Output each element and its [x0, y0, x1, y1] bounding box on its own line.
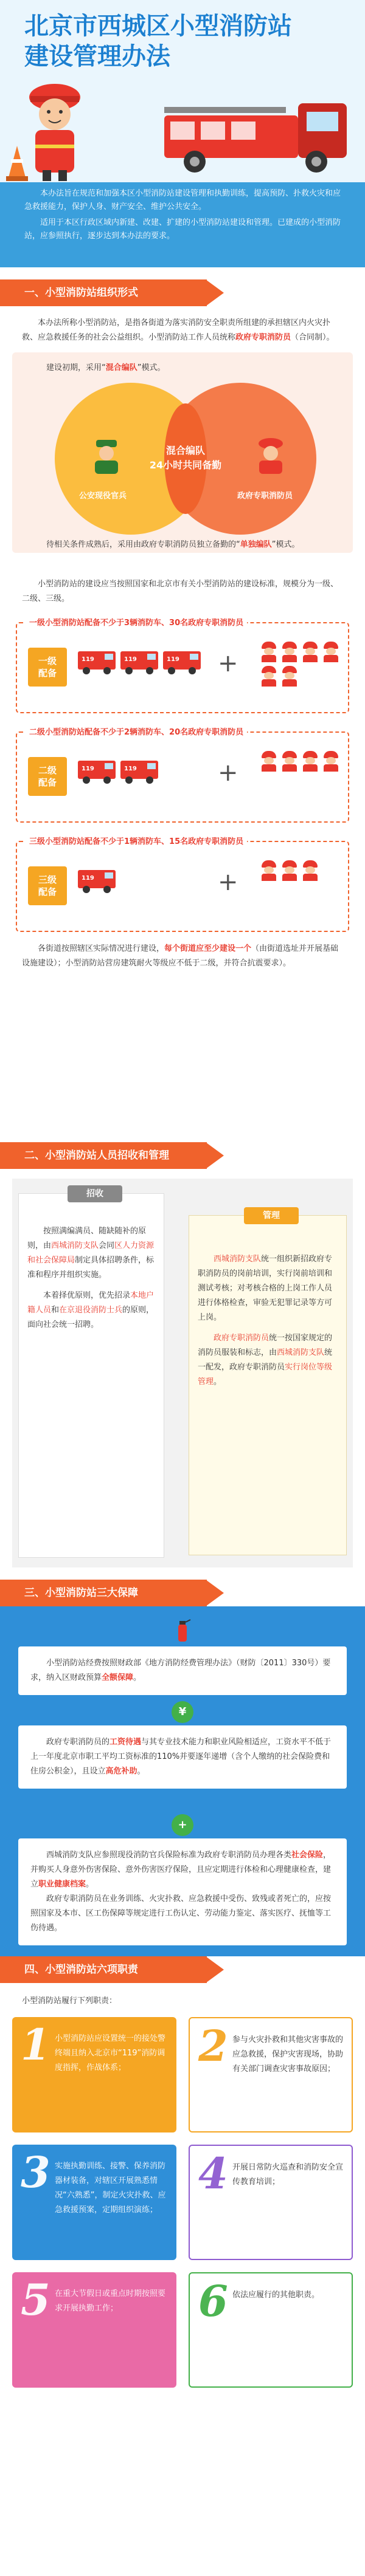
recruit-box	[18, 1189, 164, 1558]
badge-line: 配备	[38, 886, 57, 897]
badge-line: 配备	[38, 777, 57, 788]
text-span: 政府专职消防员的	[46, 1738, 110, 1747]
firefighter-icon	[260, 666, 277, 687]
truck-number: 119	[82, 656, 94, 663]
highlight-text: 全额保障	[102, 1673, 134, 1682]
section-header	[0, 1142, 365, 1169]
manage-box	[189, 1211, 347, 1555]
duty-number: 2	[198, 2021, 228, 2071]
duty-card	[189, 2272, 353, 2388]
duty-card	[189, 2017, 353, 2132]
text-span: 的原则，面向社会统一招聘。	[27, 1306, 155, 1329]
firefighter-group	[260, 751, 346, 772]
header-tail	[207, 1956, 365, 1983]
header-tail	[207, 1580, 365, 1606]
duties-lead: 小型消防站履行下列职责：	[22, 1996, 117, 2006]
section-duties	[0, 1956, 365, 2576]
recruit-paragraph	[27, 1289, 155, 1332]
title-line-2: 建设管理办法	[24, 43, 170, 70]
badge-line: 二级	[38, 765, 57, 776]
construction-note	[22, 942, 343, 971]
traffic-cone-icon	[5, 145, 29, 181]
text-span: 。	[137, 1767, 145, 1776]
section-header	[0, 1580, 365, 1606]
firefighter-icon	[260, 642, 277, 662]
truck-group	[78, 648, 201, 676]
text-span: 西城消防支队应参照现役消防官兵保险标准为政府专职消防员办理各类	[46, 1851, 292, 1860]
section-title: 二、小型消防站人员招收和管理	[24, 1149, 169, 1162]
fire-truck-icon	[78, 648, 116, 676]
duty-text: 开展日常防火巡查和消防安全宣传教育培训；	[232, 2163, 344, 2187]
firefighter-icon	[302, 751, 319, 772]
duty-number: 3	[21, 2147, 50, 2197]
section-personnel	[0, 1142, 365, 1580]
intro-paragraph: 适用于本区行政区域内新建、改建、扩建的小型消防站建设和管理。已建成的小型消防站，应参照执行，逐步达到本办法的要求。	[24, 218, 341, 241]
firefighter-icon	[260, 860, 277, 881]
plus-icon: +	[218, 868, 238, 896]
firefighter-group	[260, 860, 346, 881]
grade-badge	[28, 648, 67, 687]
text-span: 会同	[99, 1241, 115, 1250]
text-span: 。	[133, 1673, 142, 1682]
fire-truck-icon	[78, 866, 116, 894]
truck-number: 119	[82, 766, 94, 772]
firefighter-icon	[281, 751, 298, 772]
firefighter-icon	[281, 666, 298, 687]
duty-number: 6	[198, 2276, 228, 2326]
badge-line: 配备	[38, 668, 57, 679]
text-span: 小型消防站经费按照财政部《地方消防经费管理办法》（财防〔2011〕330号）要求，纳入区财政预算	[30, 1659, 331, 1682]
fire-truck-icon	[163, 648, 201, 676]
fire-extinguisher-icon	[173, 1619, 192, 1643]
duty-card	[189, 2145, 353, 2260]
text-span: 。	[86, 1880, 94, 1889]
plus-icon: +	[218, 759, 238, 787]
insurance-paragraph	[30, 1848, 335, 1892]
badge-line: 三级	[38, 874, 57, 885]
fire-truck-icon	[78, 757, 116, 785]
grade-caption: 一级小型消防站配备不少于3辆消防车、30名政府专职消防员	[26, 616, 247, 628]
guarantee-card	[18, 1838, 347, 1945]
text-span: 统一配发，政府专职消防员	[198, 1348, 333, 1372]
highlight-text: 实行岗位等级管理	[198, 1363, 333, 1386]
text-span: 待相关条件成熟后，采用由政府专职消防员独立备勤的“	[46, 540, 240, 549]
firefighter-icon	[255, 437, 286, 474]
duty-card	[12, 2272, 176, 2388]
highlight-text: 高危补助	[105, 1767, 137, 1776]
funding-paragraph	[30, 1656, 335, 1685]
badge-line: 一级	[38, 656, 57, 666]
firefighter-icon	[302, 642, 319, 662]
firefighter-mascot-icon	[18, 73, 91, 182]
section-header	[0, 279, 365, 306]
duty-number: 4	[198, 2148, 228, 2199]
grade-box	[16, 837, 349, 932]
guarantee-card	[18, 1725, 347, 1789]
duty-text: 依法应履行的其他职责。	[232, 2290, 320, 2300]
fire-truck-icon	[120, 757, 158, 785]
grade-badge	[28, 866, 67, 905]
text-span: （合同制）。	[291, 333, 335, 342]
truck-number: 119	[124, 766, 137, 772]
salary-paragraph	[30, 1735, 335, 1779]
highlight-text: 政府专职消防员	[214, 1334, 269, 1343]
highlight-text: 职业健康档案	[38, 1880, 86, 1889]
venn-right-label: 政府专职消防员	[237, 492, 293, 501]
highlight-text: 西城消防支队	[277, 1348, 325, 1357]
manage-paragraph	[198, 1331, 338, 1389]
venn-center-label: 混合编队	[165, 445, 205, 456]
duty-card	[12, 2145, 176, 2260]
truck-group	[78, 757, 158, 785]
title-line-1: 北京市西城区小型消防站	[24, 12, 292, 40]
grade-badge	[28, 757, 67, 796]
highlight-text: 混合编队	[105, 363, 137, 372]
truck-number: 119	[124, 656, 137, 663]
duty-text: 实施执勤训练、接警、保养消防器材装备，对辖区开展熟悉情况“六熟悉”，制定火灾扑救、应急救援预案，定期组织演练；	[55, 2162, 166, 2215]
hero-banner	[0, 0, 365, 267]
venn-top-text	[46, 361, 165, 372]
guarantee-card	[18, 1646, 347, 1695]
highlight-text: 单独编队	[240, 540, 272, 549]
truck-group	[78, 866, 116, 894]
text-span: 统一组织新招政府专职消防员的岗前培训，实行岗前培训和测试考核；对考核合格的上岗工作人员进行体格检查，审验无犯罪记录等方可上岗。	[198, 1255, 333, 1322]
section-title: 三、小型消防站三大保障	[24, 1587, 138, 1599]
venn-center-text	[149, 444, 222, 473]
grade-caption: 三级小型消防站配备不少于1辆消防车、15名政府专职消防员	[26, 835, 247, 846]
manage-text	[198, 1252, 338, 1389]
text-span: 本着择优原则，优先招录	[43, 1291, 131, 1300]
firefighter-icon	[260, 751, 277, 772]
text-span: （由街道选址并开展基础设施建设）；小型消防站营房建筑耐火等级应不低于二级，并符合抗震要求）。	[22, 944, 339, 968]
plus-icon: +	[218, 649, 238, 677]
highlight-text: 西城消防支队	[51, 1241, 99, 1250]
scale-paragraph: 小型消防站的建设应当按照国家和北京市有关小型消防站的建设标准，规模分为一级、二级、三级。	[22, 580, 339, 603]
firefighter-icon	[322, 751, 339, 772]
duty-number: 5	[21, 2275, 50, 2325]
grade-caption: 二级小型消防站配备不少于2辆消防车、20名政府专职消防员	[26, 725, 247, 737]
grade-box	[16, 728, 349, 823]
venn-bottom-text	[46, 538, 332, 552]
text-span: 按照满编满员、随缺随补的原则，由	[27, 1227, 147, 1250]
intro-paragraph: 本办法旨在规范和加强本区小型消防站建设管理和执勤训练，提高预防、扑救火灾和应急救援能力，保护人身、财产安全、维护公共安全。	[24, 189, 341, 211]
page-title	[24, 11, 353, 72]
highlight-text: 工资待遇	[109, 1738, 142, 1747]
highlight-text: 本地户籍人员	[27, 1291, 155, 1315]
section-title: 四、小型消防站六项职责	[24, 1964, 138, 1976]
duty-text: 小型消防站应设置统一的接处警终端且纳入北京市“119”消防调度指挥，作战体系；	[55, 2034, 166, 2072]
section-title: 一、小型消防站组织形式	[24, 287, 138, 299]
text-span: 和	[51, 1306, 60, 1315]
recruit-text	[27, 1224, 155, 1332]
organization-paragraph	[0, 316, 365, 345]
text-span: 统一按国家规定的消防员服装和标志，由	[198, 1334, 333, 1357]
fire-truck-icon	[152, 85, 353, 176]
recruit-paragraph	[27, 1224, 155, 1283]
duty-text: 在重大节假日或重点时期按照要求开展执勤工作；	[55, 2289, 166, 2313]
truck-number: 119	[82, 875, 94, 882]
highlight-text: 每个街道应至少建设一个	[164, 944, 252, 953]
firefighter-icon	[302, 860, 319, 881]
highlight-text: 在京退役消防士兵	[59, 1306, 123, 1315]
header-tail	[207, 1142, 365, 1169]
firefighter-icon	[322, 642, 339, 662]
venn-left-label: 公安现役官兵	[79, 492, 127, 501]
text-span: 建设初期，采用“	[46, 363, 106, 372]
section-organization	[0, 279, 365, 1142]
text-span: ”模式。	[271, 540, 300, 549]
section-header	[0, 1956, 365, 1983]
medical-cross-icon: +	[172, 1814, 193, 1836]
grade-box	[16, 618, 349, 713]
text-span: 制定具体招聘条件，标准和程序并组织实施。	[27, 1256, 155, 1279]
truck-number: 119	[167, 656, 179, 663]
text-span: ”模式。	[137, 363, 165, 372]
venn-diagram	[12, 352, 353, 553]
duty-card	[12, 2017, 176, 2132]
firefighter-icon	[281, 860, 298, 881]
injury-paragraph: 政府专职消防员在业务训练、火灾扑救、应急救援中受伤、致残或者死亡的，应按照国家及本市、区工伤保障等规定进行工伤认定、劳动能力鉴定、落实医疗、抚恤等工伤待遇。	[30, 1894, 332, 1933]
firefighter-group	[260, 642, 346, 687]
header-tail	[207, 279, 365, 306]
highlight-text: 区人力资源和社会保障局	[27, 1241, 155, 1265]
hero-intro	[24, 187, 341, 245]
soldier-icon	[91, 437, 122, 474]
section-guarantees	[0, 1580, 365, 1956]
firefighter-icon	[281, 642, 298, 662]
manage-tag: 管理	[244, 1207, 299, 1224]
recruit-tag: 招收	[68, 1185, 122, 1202]
highlight-text: 社会保险	[291, 1851, 324, 1860]
text-span: 与其专业技术能力和职业风险相适应，工资水平不低于上一年度北京市职工平均工资标准的110%并要逐年递增（含个人缴纳的社会保险费和住房公积金），且设立	[30, 1738, 332, 1776]
fire-truck-icon	[120, 648, 158, 676]
yuan-icon: ¥	[172, 1701, 193, 1723]
text-span: 。	[214, 1377, 222, 1386]
duty-text: 参与火灾扑救和其他灾害事故的应急救援，保护灾害现场，协助有关部门调查灾害事故原因；	[232, 2035, 344, 2074]
venn-center-sub: 24小时共同备勤	[149, 459, 222, 471]
duty-number: 1	[21, 2019, 50, 2070]
text-span: 各街道按照辖区实际情况进行建设，	[38, 944, 165, 953]
text-span: 本办法所称小型消防站，是指各街道为落实消防安全职责所组建的承担辖区内火灾扑救、应急救援任务的社会公益组织。小型消防站工作人员统称	[22, 318, 331, 342]
manage-paragraph	[198, 1252, 338, 1325]
highlight-text: 政府专职消防员	[235, 333, 291, 342]
text-span: ，并购买人身意外伤害保险、意外伤害医疗保险，且应定期进行体检和心理健康检查，建立	[30, 1851, 332, 1889]
highlight-text: 西城消防支队	[214, 1255, 262, 1264]
